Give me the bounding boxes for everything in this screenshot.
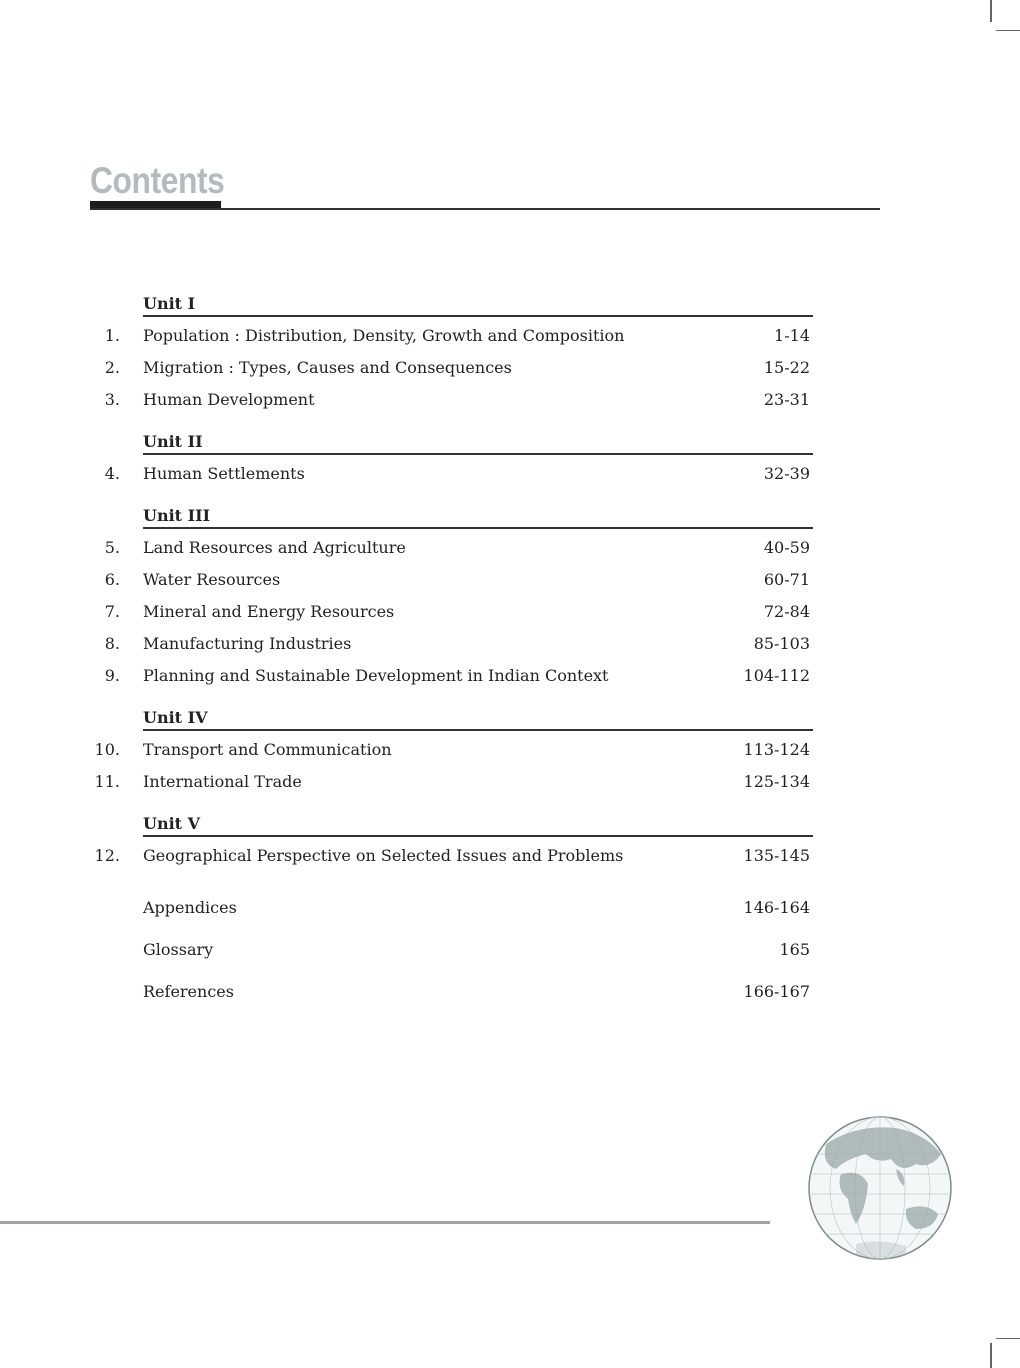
page-range: 104-112 xyxy=(743,666,810,685)
chapter-title: Manufacturing Industries xyxy=(143,634,352,653)
chapter-number: 6. xyxy=(104,570,120,589)
chapter-number: 5. xyxy=(104,538,120,557)
page-range: 1-14 xyxy=(774,326,810,345)
title-underline-rule xyxy=(90,208,880,210)
unit-heading: Unit V xyxy=(143,814,201,833)
toc-entry-back-matter[interactable] xyxy=(0,981,820,1003)
toc-entry[interactable] xyxy=(0,633,820,655)
chapter-number: 8. xyxy=(104,634,120,653)
chapter-title: Migration : Types, Causes and Consequences xyxy=(143,358,512,377)
page-range: 135-145 xyxy=(743,846,810,865)
page-range: 166-167 xyxy=(743,982,810,1001)
toc-entry[interactable] xyxy=(0,569,820,591)
section-title: Glossary xyxy=(143,940,214,959)
toc-entry[interactable] xyxy=(0,357,820,379)
page-range: 15-22 xyxy=(763,358,810,377)
chapter-number: 9. xyxy=(104,666,120,685)
chapter-number: 11. xyxy=(94,772,120,791)
chapter-number: 12. xyxy=(94,846,120,865)
chapter-number: 1. xyxy=(104,326,120,345)
toc-entry[interactable] xyxy=(0,389,820,411)
unit-heading: Unit I xyxy=(143,294,196,313)
unit-rule xyxy=(143,315,813,317)
page-range: 32-39 xyxy=(763,464,810,483)
toc-entry[interactable] xyxy=(0,537,820,559)
chapter-number: 10. xyxy=(94,740,120,759)
globe-icon xyxy=(806,1114,954,1262)
chapter-title: Transport and Communication xyxy=(143,740,392,759)
crop-mark xyxy=(996,1338,1020,1339)
toc-entry[interactable] xyxy=(0,665,820,687)
unit-rule xyxy=(143,453,813,455)
unit-heading: Unit III xyxy=(143,506,211,525)
chapter-title: International Trade xyxy=(143,772,302,791)
toc-entry[interactable] xyxy=(0,771,820,793)
unit-rule xyxy=(143,729,813,731)
crop-mark xyxy=(990,0,992,22)
page-title: Contents xyxy=(90,160,225,201)
toc-entry-back-matter[interactable] xyxy=(0,897,820,919)
toc-entry[interactable] xyxy=(0,739,820,761)
unit-heading: Unit II xyxy=(143,432,203,451)
section-title: References xyxy=(143,982,234,1001)
crop-mark xyxy=(996,30,1020,31)
chapter-number: 7. xyxy=(104,602,120,621)
page-range: 165 xyxy=(779,940,810,959)
chapter-title: Land Resources and Agriculture xyxy=(143,538,406,557)
crop-mark xyxy=(990,1343,992,1368)
chapter-title: Geographical Perspective on Selected Issues and Problems xyxy=(143,846,624,865)
toc-entry-back-matter[interactable] xyxy=(0,939,820,961)
page-range: 146-164 xyxy=(743,898,810,917)
page-range: 23-31 xyxy=(763,390,810,409)
chapter-number: 3. xyxy=(104,390,120,409)
page-range: 113-124 xyxy=(743,740,810,759)
toc-entry[interactable] xyxy=(0,845,820,867)
unit-rule xyxy=(143,527,813,529)
toc-entry[interactable] xyxy=(0,463,820,485)
toc-entry[interactable] xyxy=(0,601,820,623)
chapter-title: Population : Distribution, Density, Growth and Composition xyxy=(143,326,625,345)
footer-rule xyxy=(0,1221,770,1224)
chapter-title: Mineral and Energy Resources xyxy=(143,602,395,621)
page-range: 125-134 xyxy=(743,772,810,791)
chapter-title: Human Development xyxy=(143,390,315,409)
section-title: Appendices xyxy=(143,898,237,917)
page-range: 72-84 xyxy=(763,602,810,621)
unit-rule xyxy=(143,835,813,837)
unit-heading: Unit IV xyxy=(143,708,208,727)
chapter-title: Water Resources xyxy=(143,570,281,589)
chapter-number: 2. xyxy=(104,358,120,377)
chapter-title: Planning and Sustainable Development in Indian Context xyxy=(143,666,609,685)
chapter-number: 4. xyxy=(104,464,120,483)
toc-entry[interactable] xyxy=(0,325,820,347)
page-range: 60-71 xyxy=(763,570,810,589)
page-range: 85-103 xyxy=(753,634,810,653)
page-range: 40-59 xyxy=(763,538,810,557)
chapter-title: Human Settlements xyxy=(143,464,305,483)
